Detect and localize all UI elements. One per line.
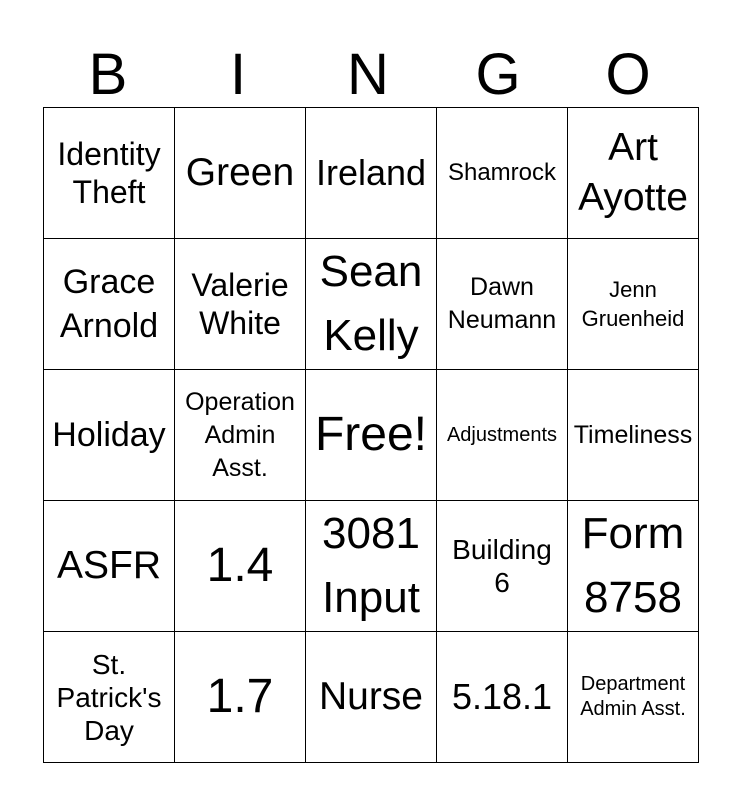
bingo-cell[interactable] [175, 239, 306, 370]
bingo-cell[interactable] [306, 108, 437, 239]
bingo-cell[interactable] [175, 632, 306, 763]
bingo-cell[interactable] [44, 501, 175, 632]
bingo-board [43, 107, 699, 763]
bingo-cell[interactable] [175, 501, 306, 632]
bingo-cell[interactable] [175, 108, 306, 239]
board-row [44, 239, 699, 370]
bingo-cell[interactable] [306, 632, 437, 763]
cell-text: 5.18.1 [451, 676, 553, 717]
bingo-cell[interactable] [568, 370, 699, 501]
cell-text: 1.4 [206, 539, 274, 592]
cell-text: Timeliness [573, 420, 693, 449]
cell-text: Ireland [315, 152, 427, 193]
bingo-cell free-space[interactable] [306, 370, 437, 501]
cell-text: ASFR [56, 544, 161, 587]
header-letter-g: G [475, 42, 521, 107]
bingo-cell[interactable] [306, 501, 437, 632]
bingo-cell[interactable] [44, 108, 175, 239]
bingo-cell[interactable] [44, 632, 175, 763]
header-letter-i: I [229, 42, 247, 107]
bingo-cell[interactable] [568, 632, 699, 763]
bingo-cell[interactable] [437, 239, 568, 370]
header-letter-n: N [347, 42, 389, 107]
cell-text: Building 6 [452, 534, 552, 598]
cell-text: Identity Theft [57, 136, 161, 210]
bingo-cell[interactable] [44, 239, 175, 370]
cell-text: St. Patrick's Day [56, 648, 162, 746]
cell-text: Nurse [318, 675, 424, 718]
cell-text: Green [185, 151, 295, 194]
bingo-cell[interactable] [437, 501, 568, 632]
cell-text: Sean Kelly [319, 247, 423, 360]
cell-text: Shamrock [447, 159, 557, 186]
cell-text: Free! [314, 408, 428, 461]
board-row [44, 108, 699, 239]
bingo-cell[interactable] [568, 239, 699, 370]
cell-text: Operation Admin Asst. [185, 387, 295, 482]
cell-text: Valerie White [191, 267, 289, 341]
cell-text: Holiday [52, 416, 166, 454]
bingo-cell[interactable] [437, 632, 568, 763]
cell-text: Jenn Gruenheid [581, 277, 685, 331]
bingo-cell[interactable] [44, 370, 175, 501]
bingo-cell[interactable] [568, 501, 699, 632]
board-row [44, 632, 699, 763]
bingo-cell[interactable] [568, 108, 699, 239]
cell-text: 1.7 [206, 670, 274, 723]
board-row [44, 370, 699, 501]
bingo-cell[interactable] [437, 108, 568, 239]
cell-text: 3081 Input [322, 509, 420, 622]
cell-text: Adjustments [446, 423, 558, 446]
cell-text: Grace Arnold [59, 263, 159, 345]
bingo-header [43, 42, 693, 108]
board-row [44, 501, 699, 632]
bingo-cell[interactable] [306, 239, 437, 370]
cell-text: Form 8758 [581, 509, 685, 622]
cell-text: Department Admin Asst. [580, 673, 686, 720]
cell-text: Dawn Neumann [447, 273, 557, 334]
cell-text: Art Ayotte [578, 126, 688, 219]
header-letter-o: O [605, 42, 651, 107]
bingo-cell[interactable] [437, 370, 568, 501]
bingo-cell[interactable] [175, 370, 306, 501]
header-letter-b: B [88, 42, 128, 107]
